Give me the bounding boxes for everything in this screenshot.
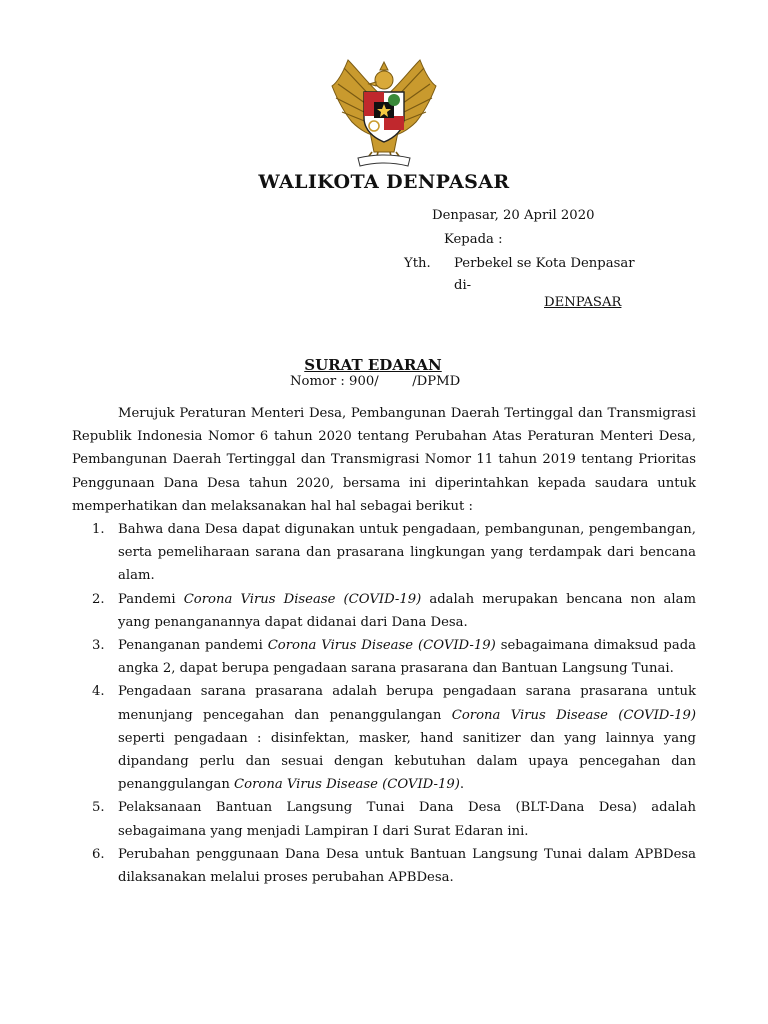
item-italic-text: Corona Virus Disease (COVID-19) <box>234 777 460 793</box>
item-number: 6. <box>92 846 105 862</box>
di-label: di- <box>454 278 472 293</box>
yth-label: Yth. <box>404 256 431 271</box>
instruction-list <box>72 518 696 889</box>
kepada-label: Kepada : <box>444 232 503 247</box>
item-text: Pandemi <box>118 591 184 607</box>
item-text: adalah merupakan bencana non alam yang penanganannya dapat didanai dari Dana Desa. <box>118 591 697 630</box>
list-item <box>72 518 696 588</box>
list-item <box>72 843 696 889</box>
item-italic-text: Corona Virus Disease (COVID-19) <box>267 638 496 654</box>
recipient: Perbekel se Kota Denpasar <box>454 256 635 271</box>
document-header-title: WALIKOTA DENPASAR <box>258 171 510 193</box>
item-text: Pelaksanaan Bantuan Langsung Tunai Dana Desa (BLT-Dana Desa) adalah sebagaimana yang menjadi Lampiran I dari Surat Edaran ini. <box>118 800 696 839</box>
destination-city: DENPASAR <box>544 295 622 310</box>
letter-body <box>72 402 696 889</box>
letter-number: Nomor : 900/ /DPMD <box>290 374 461 389</box>
garuda-pancasila-emblem-icon <box>322 56 446 170</box>
item-text: Penanganan pandemi <box>118 638 268 654</box>
item-number: 1. <box>92 522 105 538</box>
item-italic-text: Corona Virus Disease (COVID-19) <box>183 591 422 607</box>
item-text: Perubahan penggunaan Dana Desa untuk Bantuan Langsung Tunai dalam APBDesa dilaksanakan melalui proses perubahan APBDesa. <box>118 846 696 886</box>
intro-paragraph: Merujuk Peraturan Menteri Desa, Pembangunan Daerah Tertinggal dan Transmigrasi Republik Indonesia Nomor 6 tahun 2020 tentang Perubahan Atas Peraturan Menteri Desa, Pembangunan Daerah Tertinggal dan Transmigrasi Nomor 11 tahun 2019 tentang Prioritas Penggunaan Dana Desa tahun 2020, bersama ini diperintahkan kepada saudara untuk memperhatikan dan melaksanakan hal hal sebagai berikut : <box>72 406 696 514</box>
item-number: 4. <box>92 684 105 700</box>
list-item <box>72 588 696 634</box>
item-number: 3. <box>92 638 105 654</box>
item-text: Pengadaan sarana prasarana adalah berupa pengadaan sarana prasarana untuk menunjang pencegahan dan penanggulangan <box>118 684 696 723</box>
item-text: seperti pengadaan : disinfektan, masker, hand sanitizer dan yang lainnya yang dipandang perlu dan sesuai dengan kebutuhan dalam upaya pencegahan dan penanggulangan <box>118 730 696 793</box>
item-number: 2. <box>92 591 105 607</box>
item-italic-text: Corona Virus Disease (COVID-19) <box>451 707 697 723</box>
list-item <box>72 680 696 796</box>
surat-edaran-title: SURAT EDARAN <box>304 356 442 374</box>
list-item <box>72 796 696 842</box>
item-text: . <box>459 777 465 793</box>
item-text: sebagaimana dimaksud pada angka 2, dapat berupa pengadaan sarana prasarana dan Bantuan Langsung Tunai. <box>118 638 696 677</box>
list-item <box>72 634 696 680</box>
item-text: Bahwa dana Desa dapat digunakan untuk pengadaan, pembangunan, pengembangan, serta pemeliharaan sarana dan prasarana lingkungan yang terdampak dari bencana alam. <box>118 522 696 584</box>
item-number: 5. <box>92 800 105 816</box>
place-date: Denpasar, 20 April 2020 <box>432 208 595 223</box>
